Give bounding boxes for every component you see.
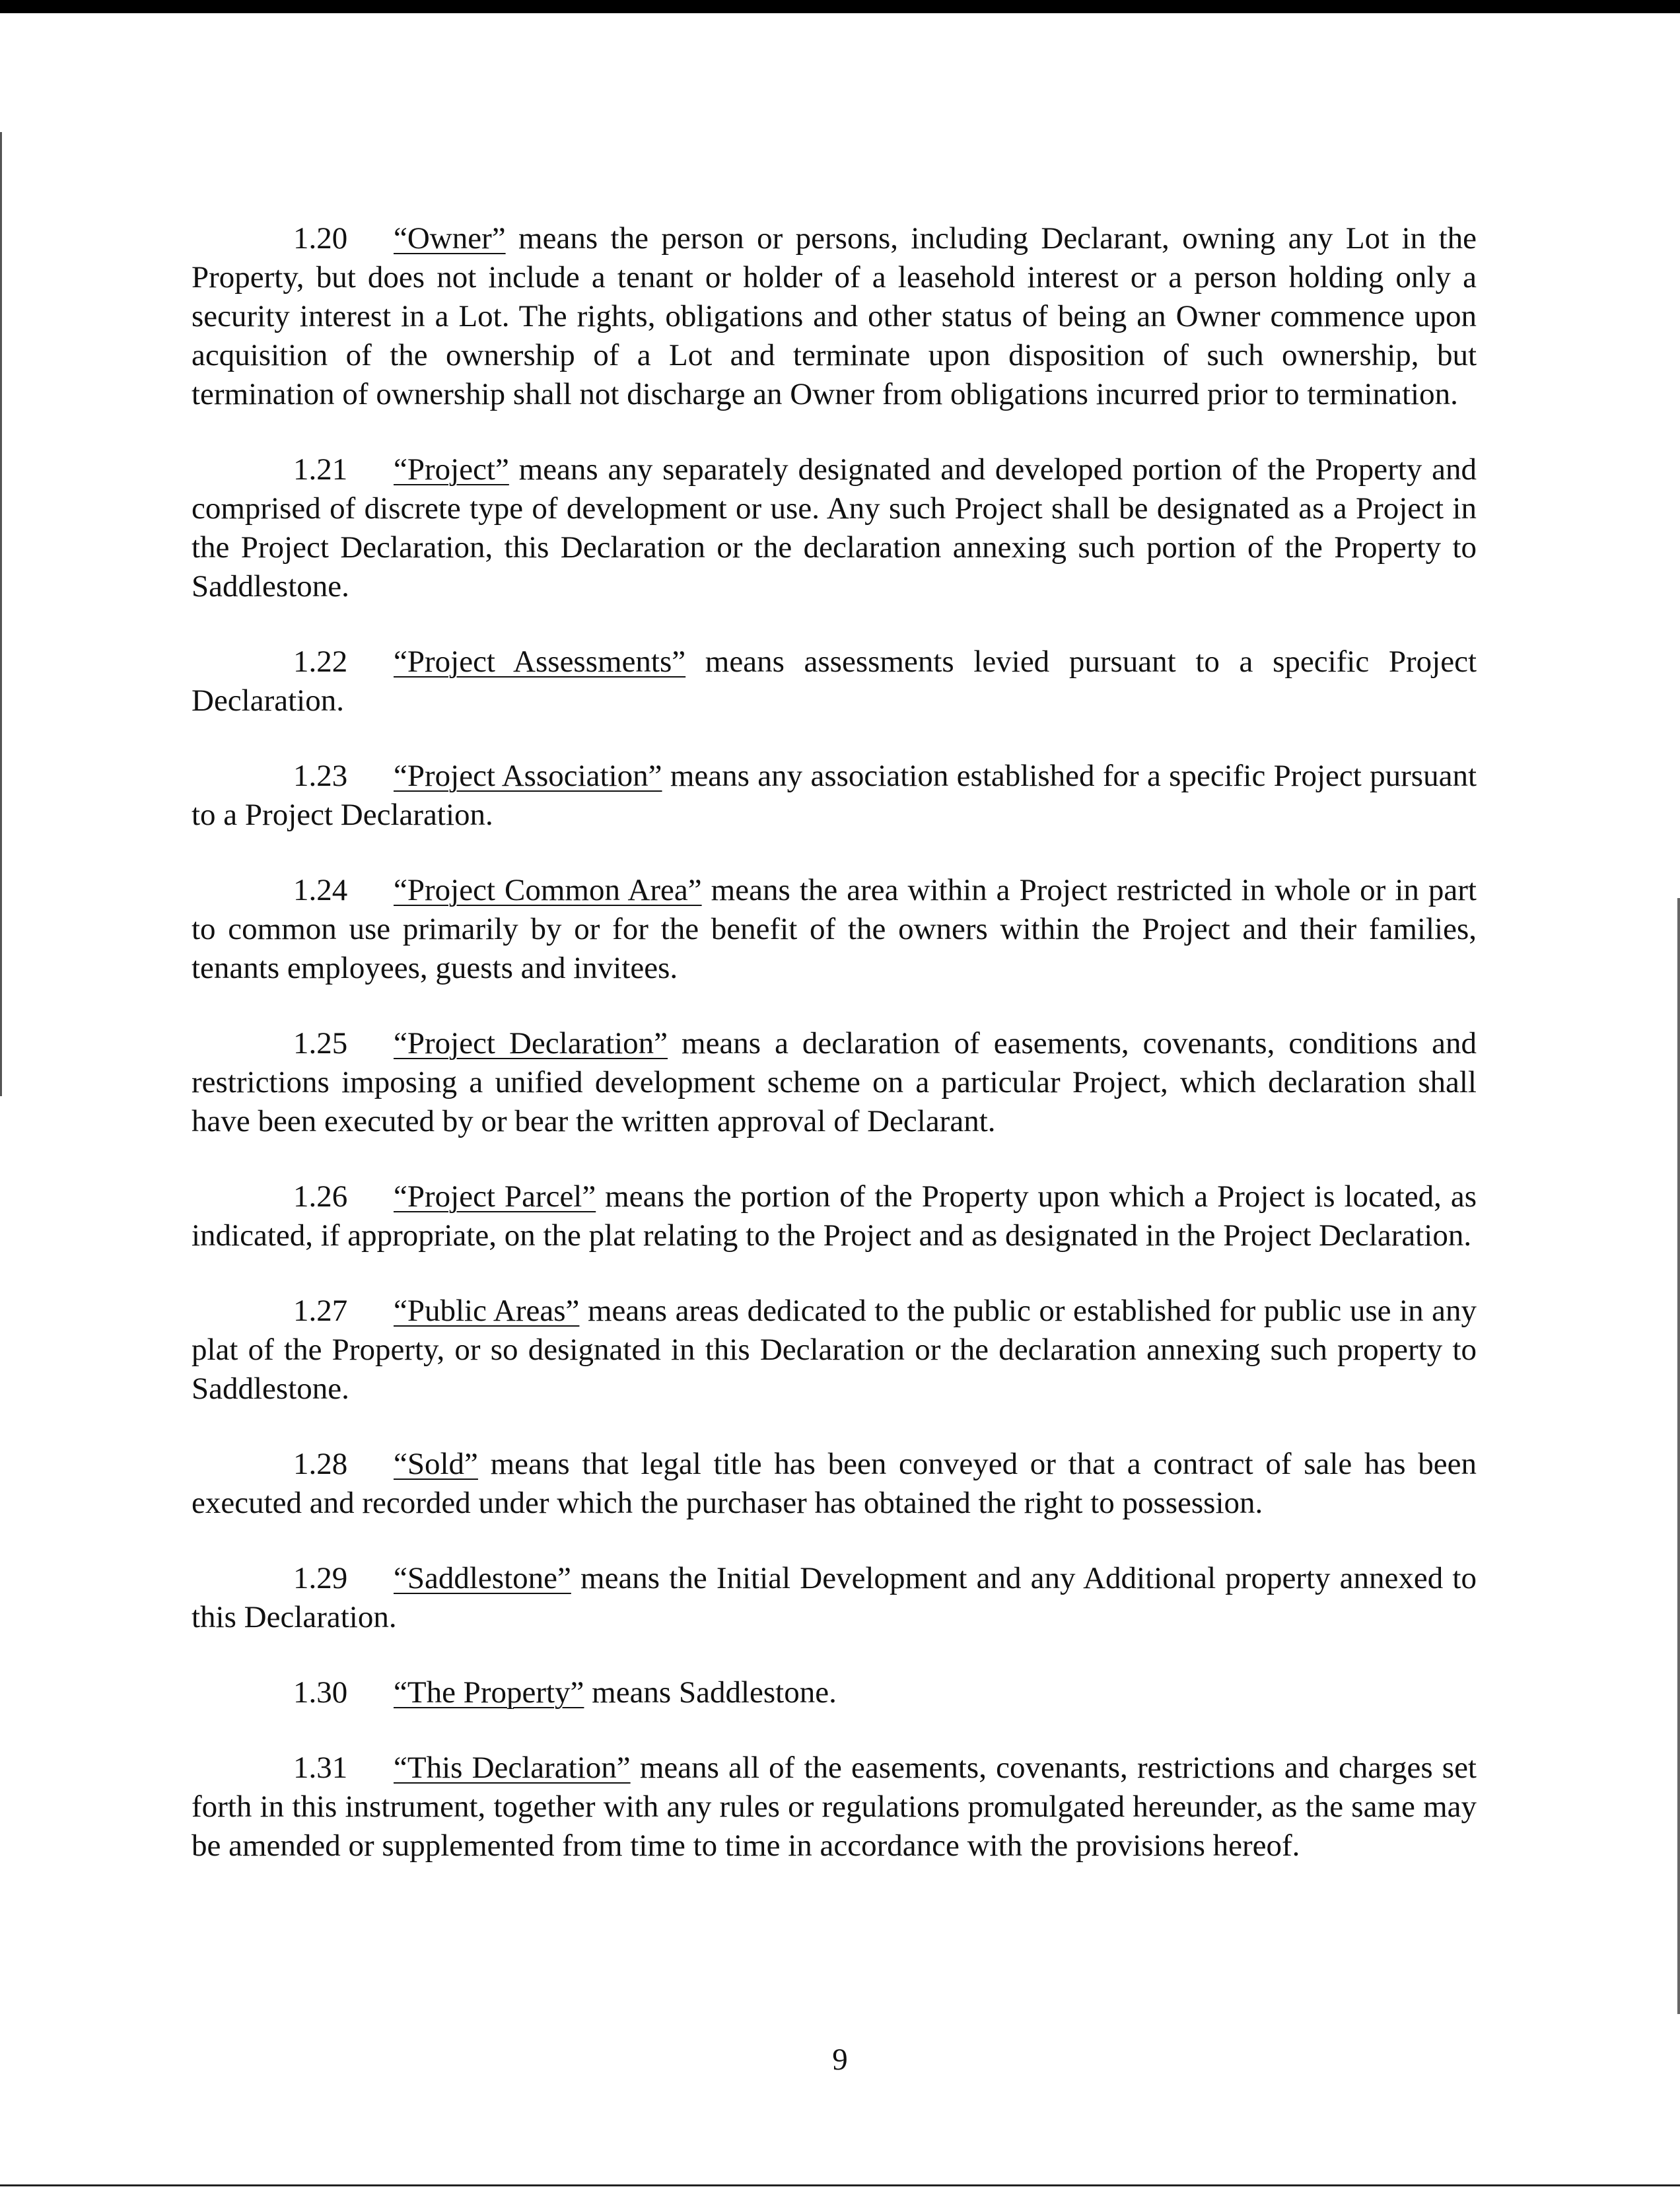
scan-bottom-border (0, 2184, 1680, 2186)
definition-text: means the portion of the Property upon which a Project is located, as indicated, if appropriate, on the plat relating to the Project and as designated in the Project Declaration. (192, 1179, 1477, 1253)
definition-text: means any association established for a specific Project pursuant to a Project Declaration. (192, 759, 1477, 832)
section-1-25 (192, 1024, 1477, 1141)
page-number: 9 (832, 2042, 848, 2077)
scan-top-border (0, 0, 1680, 13)
section-number: 1.27 (293, 1294, 348, 1328)
definition-text: means assessments levied pursuant to a specific Project Declaration. (192, 644, 1477, 718)
section-number: 1.23 (293, 759, 348, 793)
section-1-24 (192, 871, 1477, 988)
defined-term: “This Declaration” (394, 1751, 631, 1785)
section-1-20 (192, 219, 1477, 414)
section-1-27 (192, 1292, 1477, 1409)
scan-right-edge-mark (1677, 898, 1680, 2014)
section-number: 1.25 (293, 1026, 348, 1061)
defined-term: “The Property” (394, 1675, 584, 1710)
definition-text: means areas dedicated to the public or established for public use in any plat of the Property, or so designated in this Declaration or the declaration annexing such property to Saddlestone. (192, 1294, 1477, 1406)
section-number: 1.24 (293, 873, 348, 907)
document-body (192, 219, 1477, 1902)
defined-term: “Project Common Area” (394, 873, 702, 907)
defined-term: “Project Parcel” (394, 1179, 596, 1214)
definition-text: means the area within a Project restricted in whole or in part to common use primarily by or for the benefit of the owners within the Project and their families, tenants employees, guests and invitees. (192, 873, 1477, 985)
section-number: 1.20 (293, 221, 348, 256)
defined-term: “Owner” (394, 221, 506, 256)
defined-term: “Project Declaration” (394, 1026, 668, 1061)
section-1-26 (192, 1177, 1477, 1255)
definition-text: means that legal title has been conveyed or that a contract of sale has been executed and recorded under which the purchaser has obtained the right to possession. (192, 1447, 1477, 1520)
section-1-22 (192, 643, 1477, 720)
definition-text: means a declaration of easements, covenants, conditions and restrictions imposing a unified development scheme on a particular Project, which declaration shall have been executed by or bear the written approval of Declarant. (192, 1026, 1477, 1138)
section-1-30 (192, 1673, 1477, 1712)
definition-text: means the Initial Development and any Additional property annexed to this Declaration. (192, 1561, 1477, 1634)
section-1-31 (192, 1749, 1477, 1865)
defined-term: “Project” (394, 452, 509, 487)
definition-text: means any separately designated and developed portion of the Property and comprised of discrete type of development or use. Any such Project shall be designated as a Project in the Project Declaration, this Declaration or the declaration annexing such portion of the Property to Saddlestone. (192, 452, 1477, 604)
section-number: 1.30 (293, 1675, 348, 1710)
definition-text: means the person or persons, including Declarant, owning any Lot in the Property, but does not include a tenant or holder of a leasehold interest or a person holding only a security interest in a Lot. The rights, obligations and other status of being an Owner commence upon acquisition of the ownership of a Lot and terminate upon disposition of such ownership, but termination of ownership shall not discharge an Owner from obligations incurred prior to termination. (192, 221, 1477, 411)
definition-text: means Saddlestone. (584, 1675, 837, 1710)
section-1-28 (192, 1445, 1477, 1523)
defined-term: “Project Association” (394, 759, 662, 793)
section-number: 1.31 (293, 1751, 348, 1785)
defined-term: “Project Assessments” (394, 644, 686, 679)
section-number: 1.28 (293, 1447, 348, 1481)
section-number: 1.21 (293, 452, 348, 487)
section-1-23 (192, 757, 1477, 835)
section-number: 1.26 (293, 1179, 348, 1214)
section-number: 1.29 (293, 1561, 348, 1595)
defined-term: “Public Areas” (394, 1294, 580, 1328)
defined-term: “Sold” (394, 1447, 478, 1481)
definition-text: means all of the easements, covenants, restrictions and charges set forth in this instrument, together with any rules or regulations promulgated hereunder, as the same may be amended or supplemented from time to time in accordance with the provisions hereof. (192, 1751, 1477, 1863)
defined-term: “Saddlestone” (394, 1561, 571, 1595)
scan-left-edge-mark (0, 132, 2, 1096)
section-number: 1.22 (293, 644, 348, 679)
section-1-29 (192, 1559, 1477, 1637)
section-1-21 (192, 450, 1477, 606)
